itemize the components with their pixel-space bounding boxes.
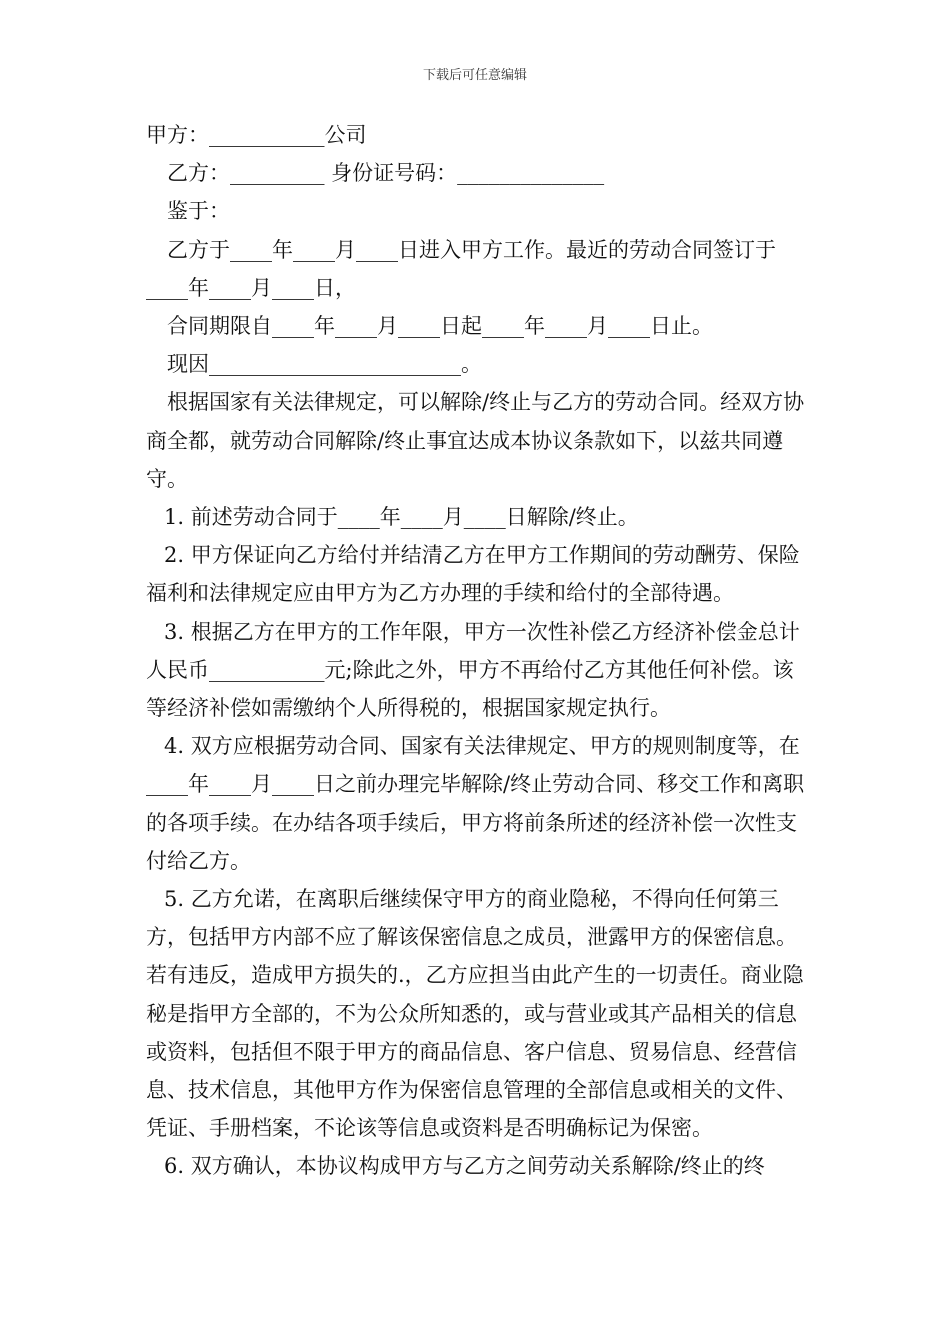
legal-basis-paragraph: 根据国家有关法律规定，可以解除/终止与乙方的劳动合同。经双方协商全都，就劳动合同解除/终止事宜达成本协议条款如下，以兹共同遵守。 bbox=[146, 390, 805, 491]
page-header: 下载后可任意编辑 bbox=[422, 68, 527, 83]
clause-5: 5. 乙方允诺，在离职后继续保守甲方的商业隐秘，不得向任何第三方，包括甲方内部不应了解该保密信息之成员，泄露甲方的保密信息。若有违反，造成甲方损失的.，乙方应担当由此产生的一切责任。商业隐秘是指甲方全部的，不为公众所知悉的，或与营业或其产品相关的信息或资料，包括但不限于甲方的商品信息、客户信息、贸易信息、经营信息、技术信息，其他甲方作为保密信息管理的全部信息或相关的文件、凭证、手册档案，不论该等信息或资料是否明确标记为保密。 bbox=[146, 887, 804, 1141]
clause-1: 1. 前述劳动合同于____年____月____日解除/终止。 bbox=[164, 505, 639, 530]
reason-paragraph: 现因________________________。 bbox=[167, 352, 482, 377]
clause-3: 3. 根据乙方在甲方的工作年限，甲方一次性补偿乙方经济补偿金总计人民币___________元;除此之外，甲方不再给付乙方其他任何补偿。该等经济补偿如需缴纳个人所得税的，根据国家规定执行。 bbox=[146, 619, 800, 721]
employment-start-paragraph: 乙方于____年____月____日进入甲方工作。最近的劳动合同签订于____年____月____日， bbox=[146, 237, 776, 300]
clause-2: 2. 甲方保证向乙方给付并结清乙方在甲方工作期间的劳动酬劳、保险福利和法律规定应由甲方为乙方办理的手续和给付的全部待遇。 bbox=[146, 543, 800, 606]
clause-4: 4. 双方应根据劳动合同、国家有关法律规定、甲方的规则制度等，在____年____月____日之前办理完毕解除/终止劳动合同、移交工作和离职的各项手续。在办结各项手续后，甲方将前条所述的经济补偿一次性支付给乙方。 bbox=[146, 734, 805, 873]
contract-term-paragraph: 合同期限自____年____月____日起____年____月____日止。 bbox=[167, 314, 713, 339]
document-body bbox=[146, 116, 806, 1186]
whereas-heading: 鉴于： bbox=[167, 199, 230, 224]
party-a-line: 甲方：___________公司 bbox=[146, 123, 367, 147]
party-b-line: 乙方：_________ 身份证号码：______________ bbox=[167, 161, 605, 186]
clause-6: 6. 双方确认，本协议构成甲方与乙方之间劳动关系解除/终止的终 bbox=[164, 1154, 765, 1179]
